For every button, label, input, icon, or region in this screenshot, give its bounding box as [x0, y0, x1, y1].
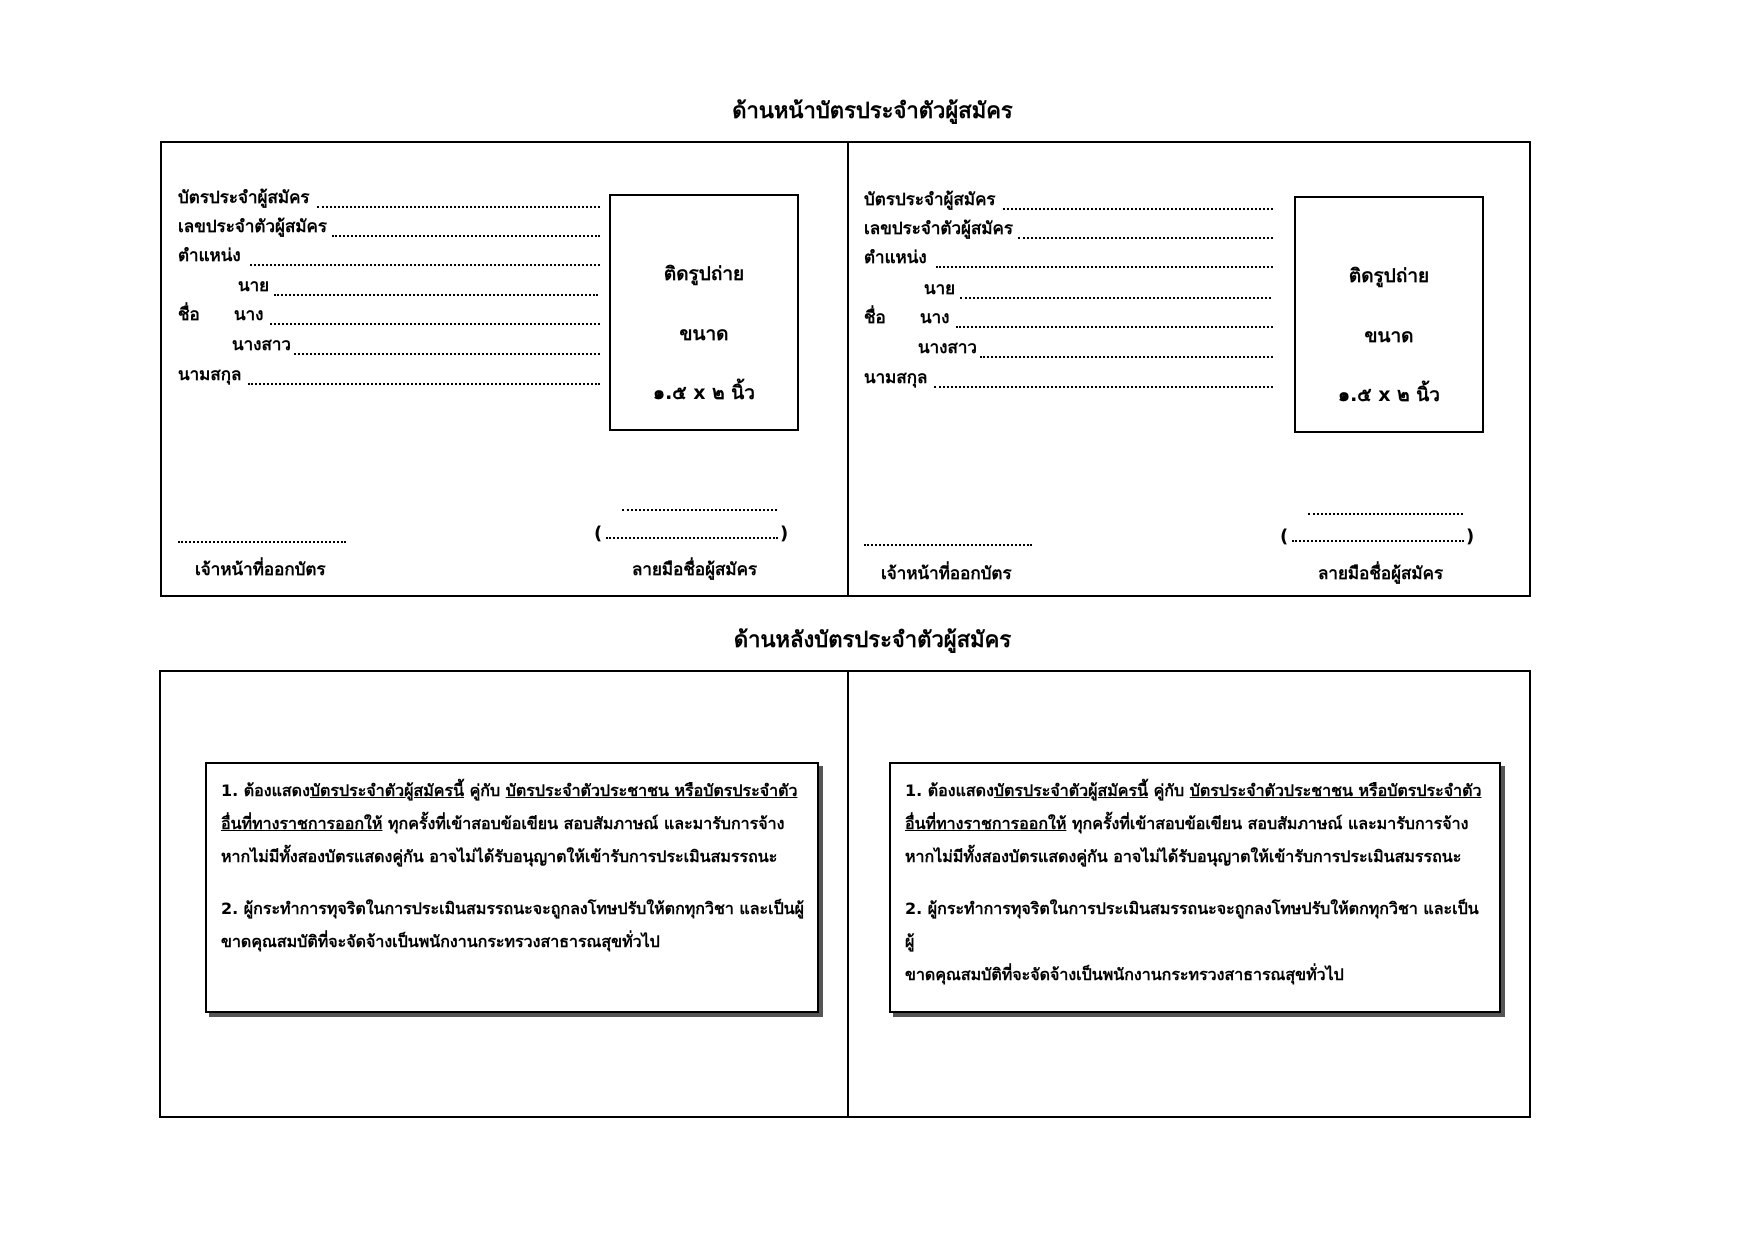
front-title: ด้านหน้าบัตรประจำตัวผู้สมัคร	[732, 99, 1013, 124]
surname-dots	[248, 383, 600, 385]
card-dots	[1003, 208, 1273, 210]
note-2: 2. ผู้กระทำการทุจริตในการประเมินสมรรถนะจะถูกลงโทษปรับให้ตกทุกวิชา และเป็นผู้ ขาดคุณสมบัติที่จะจัดจ้างเป็นพนักงานกระทรวงสาธารณสุขทั่วไป	[221, 899, 805, 951]
id-number-label: เลขประจำตัวผู้สมัคร	[178, 217, 328, 237]
id-number-dots	[332, 235, 600, 237]
issuer-label: เจ้าหน้าที่ออกบัตร	[881, 564, 1012, 584]
issuer-dots	[178, 541, 346, 543]
card-label: บัตรประจำผู้สมัคร	[864, 190, 996, 210]
mrs-dots	[956, 326, 1273, 328]
name-label: ชื่อ	[864, 308, 886, 328]
signature-dots-top	[1308, 513, 1463, 515]
photo-text-1: ติดรูปถ่าย	[663, 263, 745, 285]
surname-label: นามสกุล	[178, 365, 242, 385]
miss-dots	[980, 356, 1273, 358]
back-note-box-left	[205, 762, 819, 1013]
mrs-label: นาง	[920, 308, 950, 328]
miss-dots	[294, 353, 600, 355]
card-dots	[317, 206, 600, 208]
photo-text-2: ขนาด	[679, 323, 729, 345]
photo-text-2: ขนาด	[1364, 325, 1414, 347]
paren-close: )	[780, 523, 789, 544]
issuer-dots	[864, 544, 1032, 546]
mrs-label: นาง	[234, 305, 264, 325]
id-number-dots	[1018, 237, 1273, 239]
front-panel-left	[162, 143, 847, 595]
back-card	[159, 670, 1531, 1118]
signature-label: ลายมือชื่อผู้สมัคร	[1318, 564, 1444, 584]
issuer-label: เจ้าหน้าที่ออกบัตร	[195, 560, 326, 580]
miss-label: นางสาว	[918, 338, 977, 358]
note-2: 2. ผู้กระทำการทุจริตในการประเมินสมรรถนะจะถูกลงโทษปรับให้ตกทุกวิชา และเป็นผู้ ขาดคุณสมบัติที่จะจัดจ้างเป็นพนักงานกระทรวงสาธารณสุขทั่วไป	[905, 899, 1479, 984]
front-panel-right	[848, 143, 1531, 595]
signature-label: ลายมือชื่อผู้สมัคร	[632, 560, 758, 580]
note-1: 1. ต้องแสดงบัตรประจำตัวผู้สมัครนี้ คู่กับ บัตรประจำตัวประชาชน หรือบัตรประจำตัว อื่นที่ทางราชการออกให้ ทุกครั้งที่เข้าสอบข้อเขียน สอบสัมภาษณ์ และมารับการจ้าง หากไม่มีทั้งสองบัตรแสดงคู่กัน อาจไม่ได้รับอนุญาตให้เข้ารับการประเมินสมรรถนะ	[905, 781, 1482, 866]
photo-text-1: ติดรูปถ่าย	[1348, 265, 1430, 287]
note-1: 1. ต้องแสดงบัตรประจำตัวผู้สมัครนี้ คู่กับ บัตรประจำตัวประชาชน หรือบัตรประจำตัว อื่นที่ทางราชการออกให้ ทุกครั้งที่เข้าสอบข้อเขียน สอบสัมภาษณ์ และมารับการจ้าง หากไม่มีทั้งสองบัตรแสดงคู่กัน อาจไม่ได้รับอนุญาตให้เข้ารับการประเมินสมรรถนะ	[221, 781, 798, 866]
back-note-box-right	[889, 762, 1501, 1013]
photo-text-3: ๑.๕ x ๒ นิ้ว	[653, 382, 755, 404]
mr-dots	[960, 297, 1271, 299]
signature-dots-name	[606, 537, 778, 539]
mrs-dots	[270, 323, 600, 325]
photo-box	[1294, 196, 1484, 433]
photo-text-3: ๑.๕ x ๒ นิ้ว	[1338, 384, 1440, 406]
miss-label: นางสาว	[232, 335, 291, 355]
back-title: ด้านหลังบัตรประจำตัวผู้สมัคร	[733, 628, 1012, 653]
signature-dots-name	[1292, 540, 1464, 542]
position-dots	[936, 266, 1273, 268]
id-number-label: เลขประจำตัวผู้สมัคร	[864, 219, 1014, 239]
name-label: ชื่อ	[178, 305, 200, 325]
paren-open: (	[1280, 526, 1289, 547]
position-label: ตำแหน่ง	[178, 246, 241, 266]
surname-dots	[934, 386, 1273, 388]
signature-dots-top	[622, 509, 777, 511]
mr-label: นาย	[924, 279, 956, 299]
surname-label: นามสกุล	[864, 368, 928, 388]
position-label: ตำแหน่ง	[864, 248, 927, 268]
mr-dots	[274, 294, 598, 296]
front-card	[160, 141, 1531, 597]
back-card-divider	[847, 672, 849, 1116]
paren-open: (	[594, 523, 603, 544]
position-dots	[250, 264, 600, 266]
card-label: บัตรประจำผู้สมัคร	[178, 188, 310, 208]
photo-box	[609, 194, 799, 431]
mr-label: นาย	[238, 276, 270, 296]
paren-close: )	[1466, 526, 1475, 547]
